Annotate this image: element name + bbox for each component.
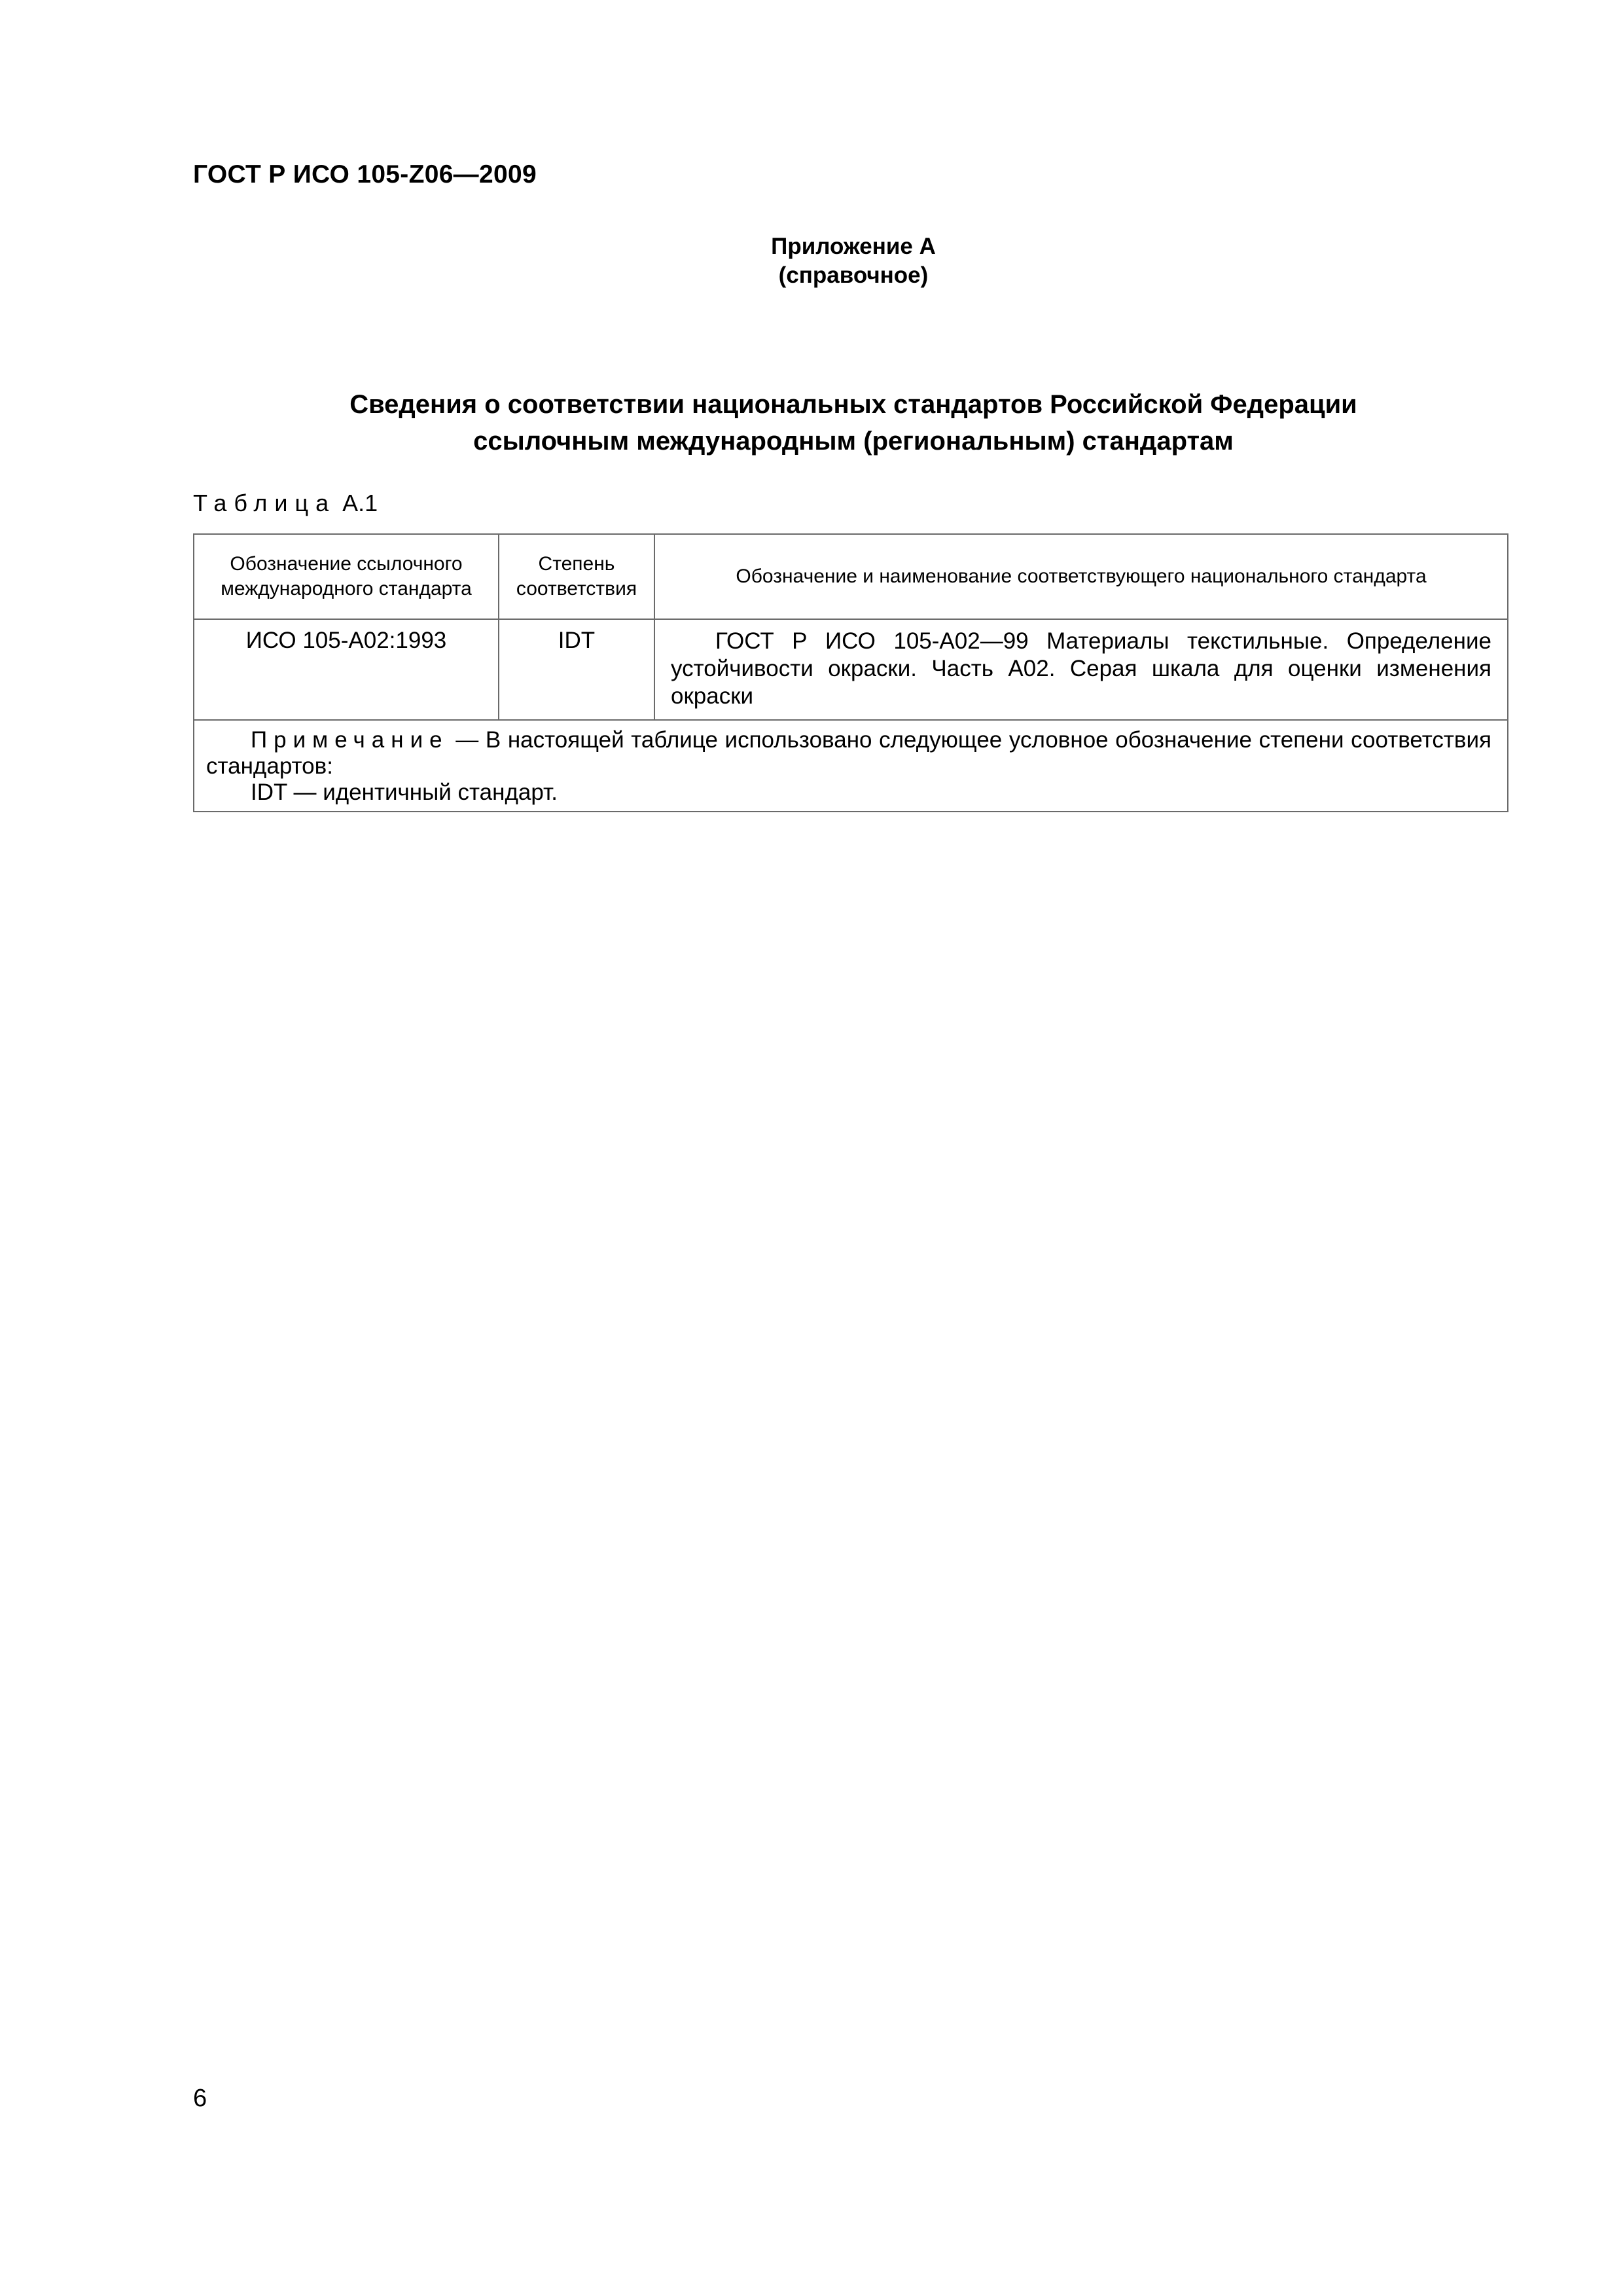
appendix-label: Приложение А bbox=[771, 234, 936, 259]
table-row bbox=[194, 619, 1508, 720]
note-abbreviation: IDT — идентичный стандарт. bbox=[251, 780, 558, 805]
appendix-type: (справочное) bbox=[778, 262, 929, 288]
cell-degree: IDT bbox=[499, 619, 654, 720]
section-title-line2: ссылочным международным (региональным) стандартам bbox=[473, 427, 1234, 456]
cell-international-standard: ИСО 105-А02:1993 bbox=[194, 619, 499, 720]
table-caption bbox=[193, 490, 378, 517]
page-number: 6 bbox=[193, 2085, 207, 2112]
section-title-line1: Сведения о соответствии национальных стандартов Российской Федерации bbox=[349, 390, 1357, 419]
table-caption-number: А.1 bbox=[342, 490, 378, 516]
table-note bbox=[194, 720, 1508, 812]
section-title bbox=[0, 386, 1623, 459]
table-caption-word: Таблица bbox=[193, 490, 336, 516]
header-international-standard: Обозначение ссылочного международного стандарта bbox=[194, 534, 499, 619]
cell-national-standard: ГОСТ Р ИСО 105-А02—99 Материалы текстильные. Определение устойчивости окраски. Часть А02. Серая шкала для оценки изменения окраски bbox=[654, 619, 1508, 720]
header-national-standard: Обозначение и наименование соответствующего национального стандарта bbox=[654, 534, 1508, 619]
table-header-row bbox=[194, 534, 1508, 619]
table-note-row bbox=[194, 720, 1508, 812]
correspondence-table bbox=[193, 533, 1508, 812]
document-code: ГОСТ Р ИСО 105-Z06—2009 bbox=[193, 160, 537, 188]
note-label: Примечание bbox=[251, 727, 449, 753]
note-text: — В настоящей таблице использовано следующее условное обозначение степени соответствия стандартов: bbox=[206, 727, 1491, 779]
header-degree: Степень соответствия bbox=[499, 534, 654, 619]
appendix-heading bbox=[0, 232, 1623, 290]
note-paragraph bbox=[206, 727, 1491, 780]
